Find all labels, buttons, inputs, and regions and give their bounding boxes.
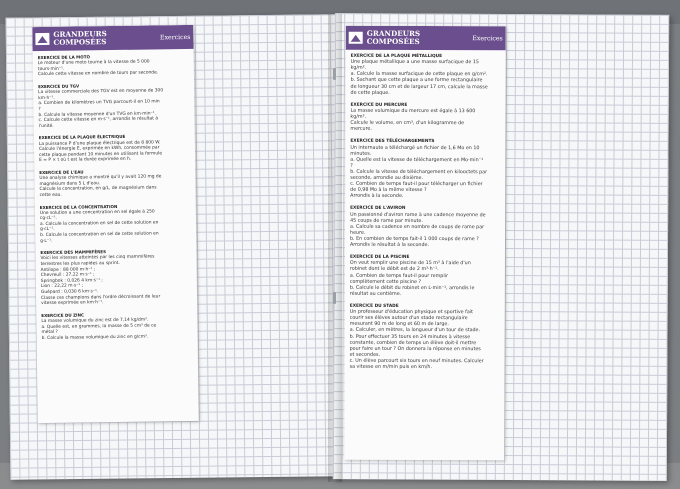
exercise-block: [39, 133, 190, 164]
exercise-line: a. Combien de kilomètres un TVG parcourt-il en 10 min: [38, 99, 160, 107]
exercise-line: sa vitesse en m/min puis en km/h.: [349, 364, 432, 370]
exercise-line: b. Pour effectuer 35 tours en 24 minutes à vitesse: [349, 334, 471, 340]
exercise-title: EXERCICE DES MAMMIFÈRES: [40, 249, 107, 256]
exercise-title: EXERCICE DE LA CONCENTRATION: [39, 203, 118, 210]
exercise-line: Une solution a une concentration en sel égale à 250: [39, 209, 155, 216]
exercise-line: Arrondis le résultat à la seconde.: [349, 242, 429, 249]
exercise-line: tours·min⁻¹.: [37, 66, 65, 72]
exercise-block: [38, 53, 189, 78]
exercise-line: de cette plaque.: [350, 90, 390, 96]
left-title-line1: GRANDEURS: [53, 29, 107, 39]
exercise-line: On veut remplir une piscine de 15 m³ à l'aide d'un: [349, 261, 471, 267]
exercise-line: mesurant 90 m de long et 60 m de large.: [349, 322, 449, 328]
staple-top: [333, 68, 336, 80]
exercise-line: Le moteur d'une moto tourne à la vitesse de 5 000: [37, 59, 150, 67]
exercise-line: Chevreuil : 27,22 m·s⁻¹ ;: [40, 272, 95, 279]
exercise-line: cette plaque pendant 10 minutes en utilisant la formule: [38, 151, 163, 158]
exercise-line: métal ?: [41, 330, 58, 336]
exercise-line: terrestres les plus rapides au sprint.: [40, 261, 120, 268]
right-banner: [346, 26, 506, 51]
exercise-line: mercure.: [350, 126, 372, 133]
exercise-title: EXERCICE DES TÉLÉCHARGEMENTS: [350, 139, 435, 145]
exercise-line: Calcule l'énergie E, exprimée en kWh, consommée par: [38, 145, 160, 153]
exercise-line: kg/m³.: [350, 114, 367, 120]
exercise-title: EXERCICE DU MERCURE: [350, 102, 408, 108]
exercise-line: Springbok : 0,026 4 km·s⁻¹ ;: [40, 278, 103, 284]
exercise-title: EXERCICE DE L'EAU: [39, 169, 84, 175]
exercise-line: cg·cL⁻¹.: [39, 216, 57, 222]
exercise-line: b. En combien de temps fait-il 1 000 coups de rame ?: [350, 236, 479, 243]
exercise-line: magnésium dans 5 L d'eau.: [39, 180, 101, 187]
left-exercise-list: [33, 49, 198, 342]
exercise-line: Arrondis à la seconde.: [350, 194, 404, 200]
exercise-line: La masse volumique du zinc est de 7,14 kg/dm³.: [41, 317, 149, 325]
exercise-line: b. Calcule la vitesse de téléchargement en kilooctets par: [350, 169, 488, 176]
exercise-line: l'unité.: [38, 123, 54, 129]
exercise-line: cette eau.: [39, 192, 62, 198]
left-banner-title: [53, 29, 160, 46]
exercise-line: c. Un élève parcourt six tours en neuf minutes. Calculer: [349, 358, 484, 365]
exercise-line: c. Calcule cette vitesse en m·s⁻¹, arrondis le résultat à: [38, 116, 159, 124]
exercise-line: Une analyse chimique a montré qu'il y avait 120 mg de: [39, 174, 162, 182]
exercise-line: Lion : 22,22 m·s⁻¹ ;: [40, 283, 84, 290]
exercise-line: g·cL⁻¹.: [40, 227, 55, 233]
exercise-line: kg/m².: [350, 66, 367, 72]
exercise-title: EXERCICE DE LA MOTO: [37, 54, 91, 61]
exercise-line: Classe ces champions dans l'ordre décroissant de leur: [40, 294, 161, 301]
notebook-gutter: [328, 14, 342, 482]
exercise-line: La puissance P d'une plaque électrique est de 8 800 W.: [38, 139, 161, 147]
exercise-line: b. Calcule la vitesse moyenne d'un TVG en km·min⁻¹.: [38, 110, 156, 118]
staple-bottom: [333, 292, 336, 304]
exercise-line: b. Calcule le débit du robinet en L·min⁻¹, arrondis le: [349, 285, 475, 291]
exercise-line: Une plaque métallique a une masse surfacique de 15: [350, 59, 479, 66]
exercise-block: [350, 103, 500, 134]
exercise-title: EXERCICE DU TGV: [38, 83, 80, 90]
exercise-block: [41, 311, 192, 342]
exercise-line: Un internaute a téléchargé un fichier de 1,6 Mo en 10: [350, 145, 480, 151]
exercise-line: résultat au centième.: [349, 291, 402, 297]
exercise-line: Antilope : 88 000 m·h⁻¹ ;: [40, 266, 96, 273]
exercise-block: [350, 304, 500, 372]
exercise-line: heure.: [350, 230, 366, 236]
exercise-line: La masse volumique du mercure est égale à 13 600: [350, 108, 476, 115]
exercise-line: Un professeur d'éducation physique et sportive fait: [349, 309, 473, 316]
exercise-line: Calcule la concentration, en g/L, de magnésium dans: [39, 185, 157, 193]
exercise-line: La vitesse commerciale des TGV est en moyenne de 300: [38, 88, 164, 96]
exercise-title: EXERCICE DU STADE: [349, 303, 399, 309]
right-banner-title: [367, 30, 473, 46]
exercise-line: c. Combien de temps faut-il pour télécharger un fichier: [350, 181, 483, 188]
exercise-line: b. Calcule la masse volumique du zinc en g/cm³.: [41, 334, 149, 341]
exercise-title: EXERCICE DE LA PLAQUE MÉTALLIQUE: [350, 53, 443, 60]
exercise-block: [40, 202, 192, 244]
exercise-line: Voici les vitesses atteintes par les cinq mammifères: [40, 254, 155, 262]
right-banner-label: Exercices: [472, 34, 503, 42]
exercise-line: Un passionné d'aviron rame à une cadence moyenne de: [350, 212, 486, 218]
exercise-line: a. Calcule sa cadence en nombre de coups de rame par: [350, 224, 485, 230]
exercise-line: de 0,98 Mo à la même vitesse ?: [350, 187, 427, 194]
exercise-line: complètement cette piscine ?: [349, 279, 422, 285]
exercise-line: km·h⁻¹.: [38, 95, 55, 101]
left-banner: [32, 25, 193, 51]
exercise-block: [350, 255, 500, 298]
exercise-line: pour faire un tour ? On donnera la réponse en minutes: [349, 346, 481, 352]
exercise-line: seconde, arrondie au dixième.: [350, 175, 424, 182]
exercise-block: [38, 82, 190, 129]
exercise-line: vitesse exprimée en km·h⁻¹.: [41, 300, 104, 307]
exercise-line: a. Calcule la masse surfacique de cette plaque en g/cm².: [350, 72, 488, 78]
exercise-line: ?: [350, 163, 353, 169]
exercise-line: robinet dont le débit est de 2 m³·h⁻¹.: [349, 267, 439, 273]
exercise-line: a. Combien de temps faut-il pour remplir: [349, 273, 449, 279]
exercise-line: Calcule le volume, en cm³, d'un kilogramme de: [350, 120, 465, 127]
exercise-title: EXERCICE DE LA PLAQUE ÉLECTRIQUE: [38, 134, 126, 141]
exercise-line: a. Calculer, en mètres, la longueur d'un tour de stade.: [349, 328, 481, 334]
triangle-logo-icon: [35, 33, 49, 45]
exercise-line: courir ses élèves autour d'un stade rectangulaire: [349, 315, 468, 322]
right-worksheet: [344, 26, 506, 461]
exercise-line: b. Sachant que cette plaque a une forme rectangulaire: [350, 78, 483, 84]
exercise-line: 45 coups de rame par minute.: [350, 218, 423, 224]
right-title-line1: GRANDEURS: [366, 28, 421, 38]
exercise-line: E = P × t où t est la durée exprimée en h.: [39, 157, 132, 164]
exercise-line: minutes.: [350, 151, 372, 157]
exercise-line: b. Calcule la concentration en sel de cette solution en: [40, 231, 159, 239]
exercise-line: Guépard : 0,030 6 km·s⁻¹.: [40, 289, 99, 296]
exercise-line: g·L⁻¹.: [40, 238, 53, 244]
exercise-block: [350, 206, 500, 249]
exercise-block: [350, 139, 500, 201]
exercise-title: EXERCICE DE LA PISCINE: [349, 254, 410, 261]
exercise-block: [40, 248, 192, 307]
left-title-line2: COMPOSÉES: [53, 37, 107, 47]
exercise-title: EXERCICE DE L'AVIRON: [350, 206, 406, 212]
triangle-logo-icon: [349, 32, 363, 44]
exercise-title: EXERCICE DU ZINC: [41, 312, 85, 318]
left-worksheet: [32, 25, 199, 423]
exercise-line: de longueur 30 cm et de largeur 17 cm, calcule la masse: [350, 84, 488, 90]
right-exercise-list: [345, 50, 506, 372]
left-banner-label: Exercices: [159, 33, 191, 41]
exercise-block: [39, 168, 190, 199]
exercise-line: Calcule cette vitesse en nombre de tours par seconde.: [37, 70, 159, 78]
exercise-line: constante, combien de temps un élève doit-il mettre: [349, 340, 477, 346]
exercise-line: et secondes.: [349, 352, 381, 358]
exercise-line: a. Calcule la concentration en sel de cette solution en: [39, 220, 159, 227]
exercise-block: [351, 54, 501, 97]
right-title-line2: COMPOSÉES: [366, 36, 420, 46]
exercise-line: a. Quelle est, en grammes, la masse de 5 cm³ de ce: [41, 323, 157, 330]
exercise-line: a. Quelle est la vitesse de téléchargement en Mo·min⁻¹: [350, 157, 484, 163]
exercise-line: ?: [38, 107, 41, 113]
